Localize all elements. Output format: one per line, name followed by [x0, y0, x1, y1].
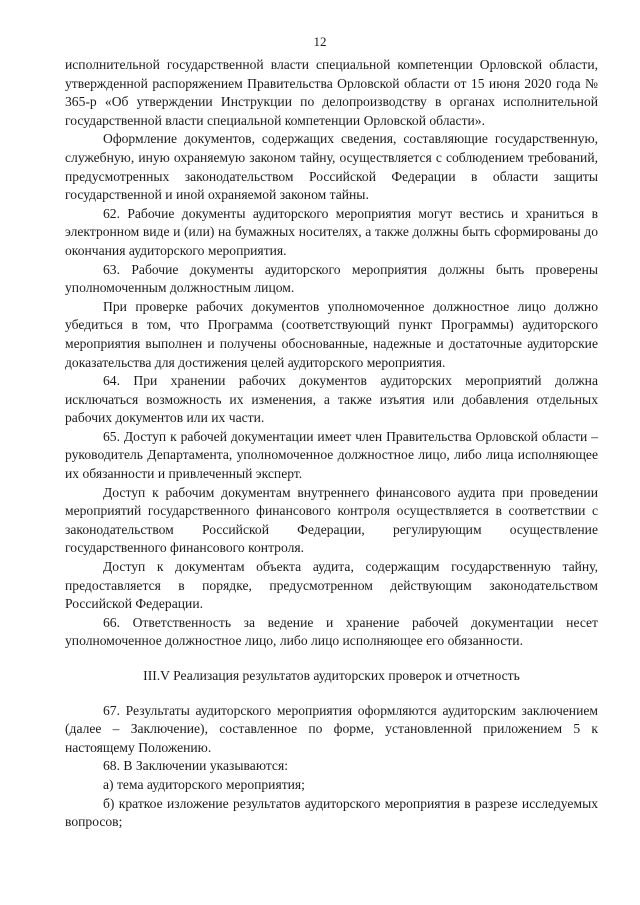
paragraph-64: 64. При хранении рабочих документов аудиторских мероприятий должна исключаться возможность их изменения, а также изъятия или добавления отдельных рабочих документов или их части.	[65, 373, 598, 426]
paragraph-62: 62. Рабочие документы аудиторского мероприятия могут вестись и храниться в электронном виде и (или) на бумажных носителях, а также должны быть сформированы до окончания аудиторского мероприятия.	[65, 205, 598, 258]
paragraph-access-secret: Доступ к документам объекта аудита, содержащим государственную тайну, предоставляется в порядке, предусмотренном действующим законодательством Российской Федерации.	[65, 559, 598, 612]
list-item-a: а) тема аудиторского мероприятия;	[103, 776, 305, 792]
paragraph-66: 66. Ответственность за ведение и хранение рабочей документации несет уполномоченное должностное лицо, либо лицо исполняющее его обязанности.	[65, 614, 598, 649]
paragraph-check-docs: При проверке рабочих документов уполномоченное должностное лицо должно убедиться в том, что Программа (соответствующий пункт Программы) аудиторского мероприятия выполнен и получены обоснованные, надежные и достаточные аудиторские доказательства для достижения целей аудиторского мероприятия.	[65, 298, 598, 370]
paragraph-continuation: исполнительной государственной власти специальной компетенции Орловской области, утвержденной распоряжением Правительства Орловской области от 15 июня 2020 года № 365-р «Об утверждении Инструкции по делопроизводству в органах исполнительной государственной власти специальной компетенции Орловской области».	[65, 57, 598, 128]
list-item-b: б) краткое изложение результатов аудиторского мероприятия в разрезе исследуемых вопросов;	[65, 795, 598, 830]
paragraph-63: 63. Рабочие документы аудиторского мероприятия должны быть проверены уполномоченным должностным лицом.	[65, 261, 598, 296]
paragraph-67: 67. Результаты аудиторского мероприятия оформляются аудиторским заключением (далее – Заключение), составленное по форме, установленной приложением 5 к настоящему Положению.	[65, 702, 598, 755]
paragraph-secrecy-docs: Оформление документов, содержащих сведения, составляющие государственную, служебную, иную охраняемую законом тайну, осуществляется с соблюдением требований, предусмотренных законодательством Российской Федерации в области защиты государственной и иной охраняемой законом тайны.	[65, 131, 598, 203]
document-body	[65, 56, 598, 832]
paragraph-65: 65. Доступ к рабочей документации имеет член Правительства Орловской области – руководитель Департамента, уполномоченное должностное лицо, либо лица исполняющее их обязанности и привлеченный эксперт.	[65, 428, 598, 482]
paragraph-68: 68. В Заключении указываются:	[103, 758, 288, 774]
section-heading: III.V Реализация результатов аудиторских проверок и отчетность	[143, 668, 520, 683]
paragraph-access-audit: Доступ к рабочим документам внутреннего финансового аудита при проведении мероприятий государственного финансового контроля осуществляется в соответствии с законодательством Российской Федерации, регулирующим осуществление государственного финансового контроля.	[65, 484, 598, 556]
page-number: 12	[313, 34, 327, 49]
